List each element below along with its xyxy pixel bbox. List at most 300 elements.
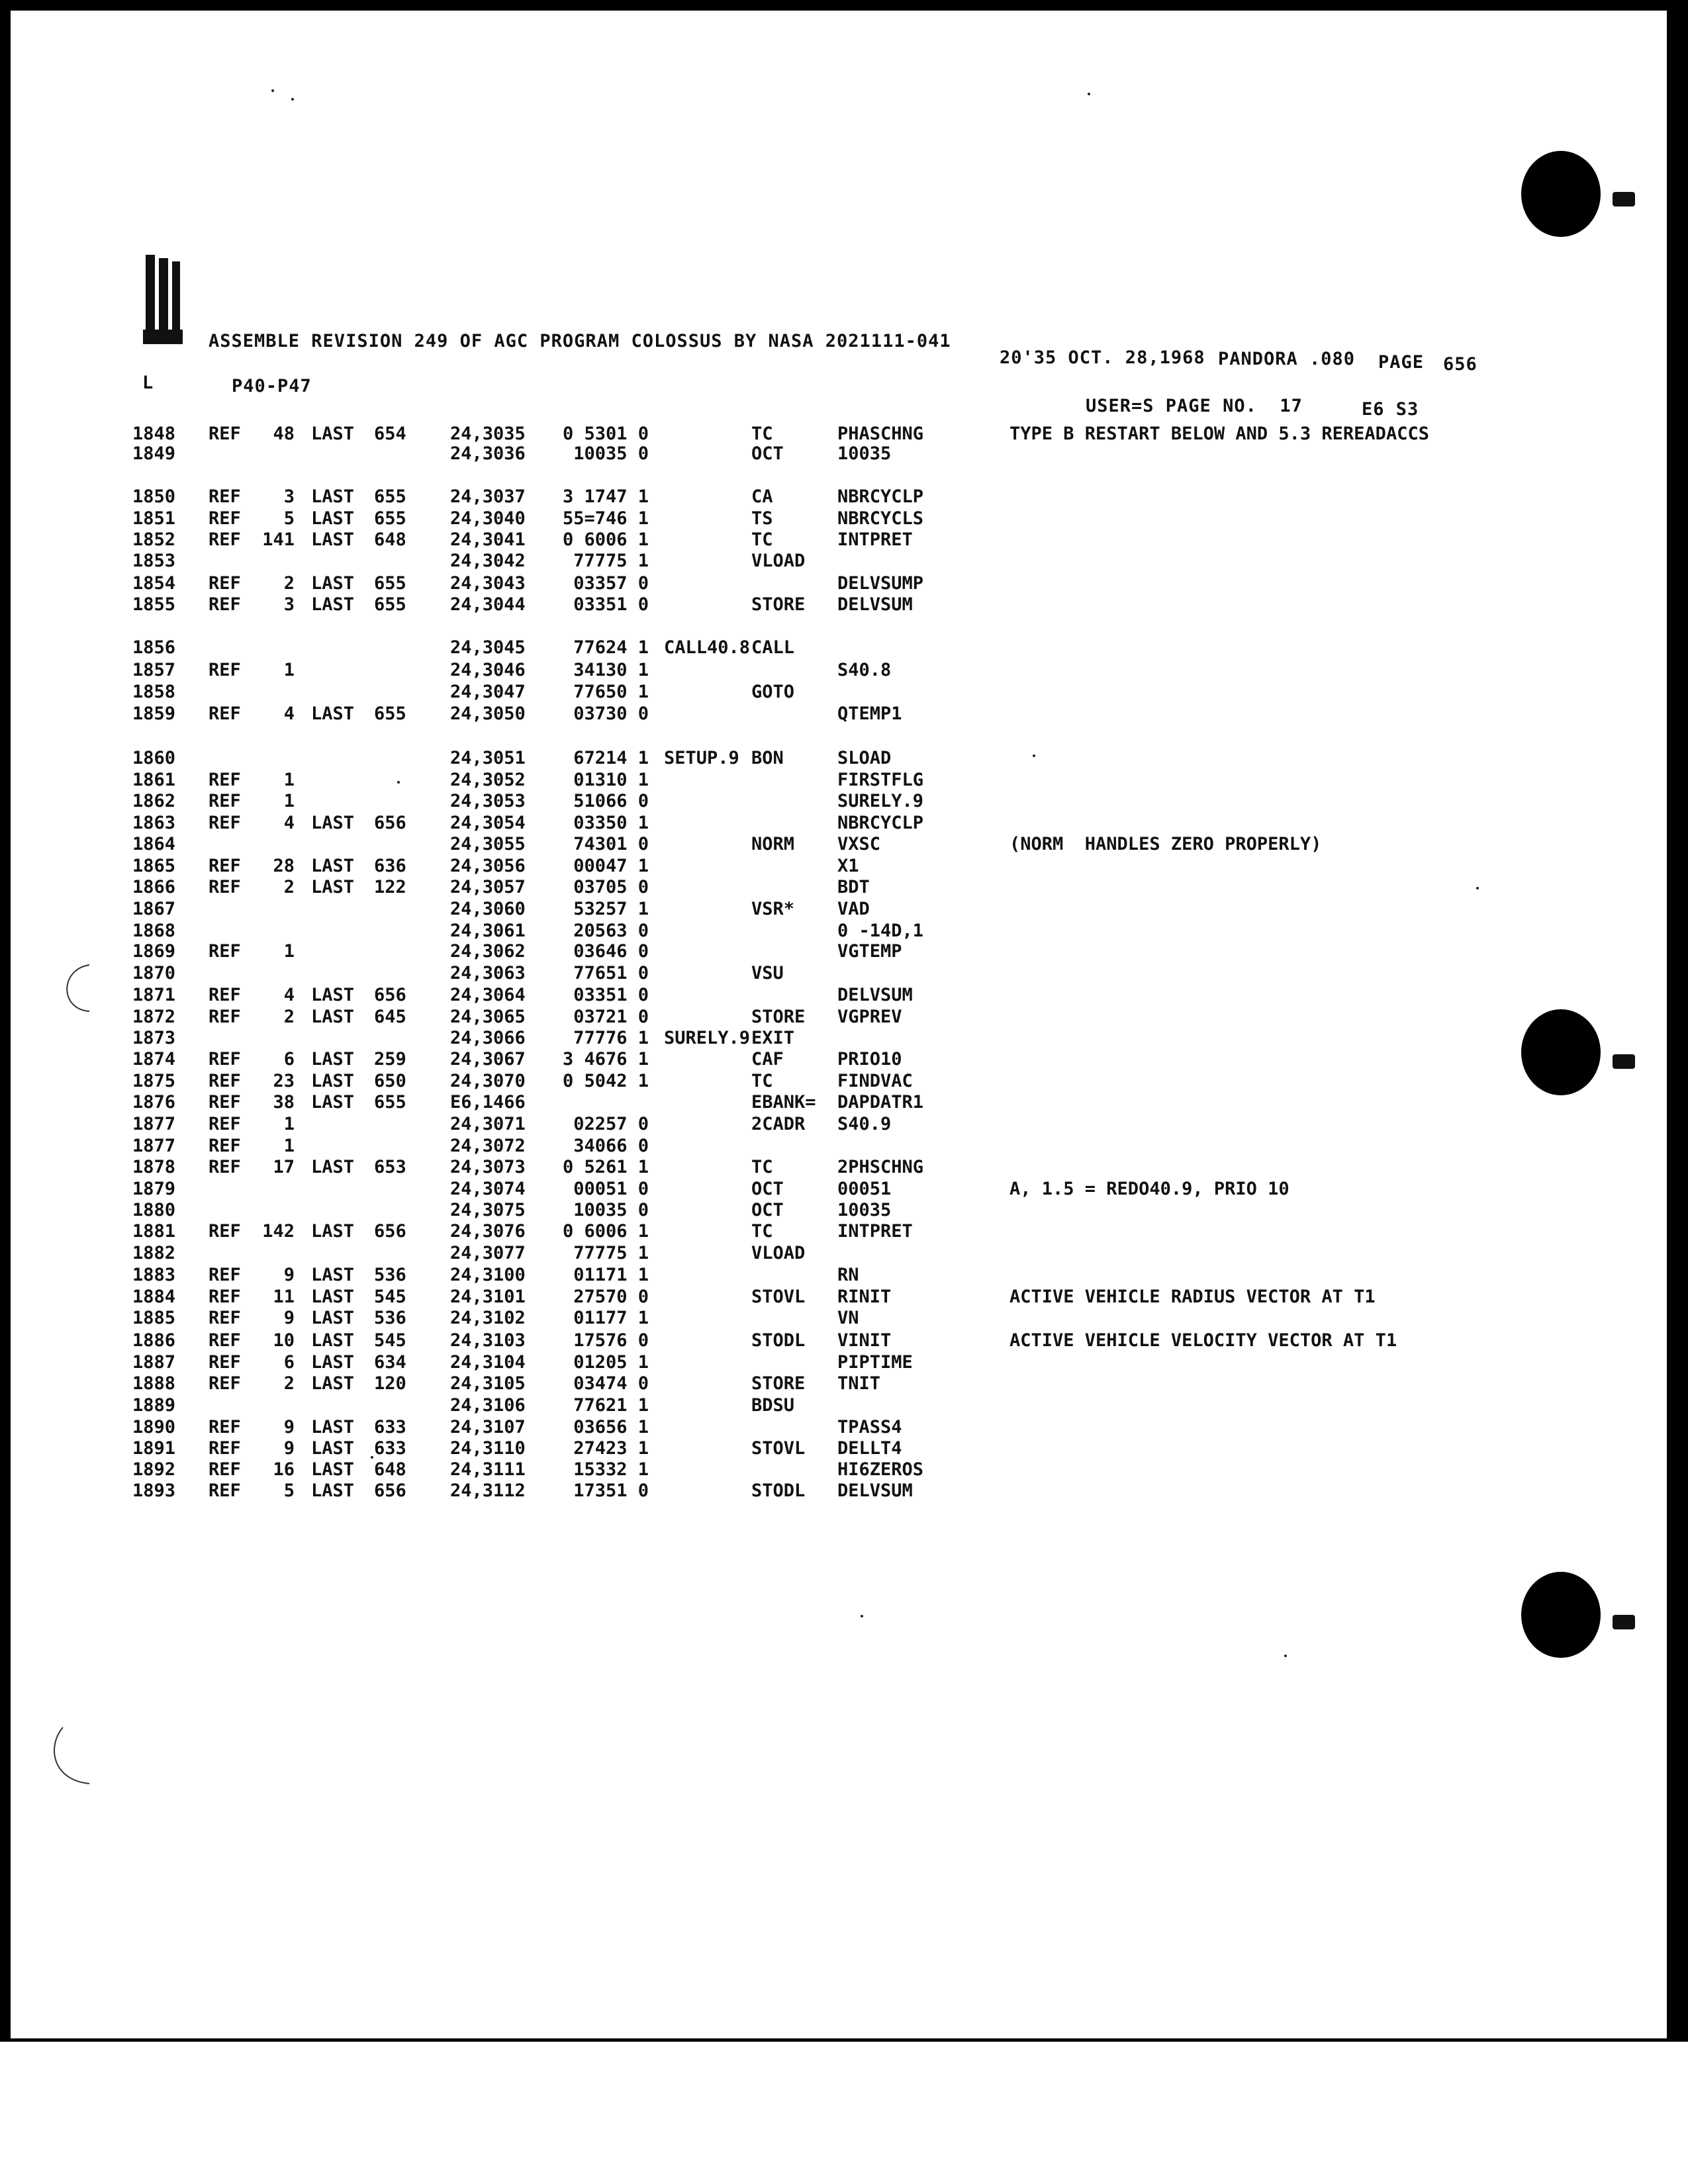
cell-line: 1887 [132,1352,176,1373]
cell-cnt: 1 [283,1114,295,1134]
cell-opd: PIPTIME [837,1352,913,1373]
cell-ref: REF [209,1480,241,1501]
cell-ref: REF [209,1287,241,1307]
cell-addr: 24,3111 [450,1459,526,1480]
cell-word: 03721 0 [573,1007,649,1027]
cell-last: LAST [311,508,355,529]
cell-lbl: CALL40.8 [664,637,751,658]
cell-cnt: 38 [273,1092,295,1113]
cell-word: 00047 1 [573,856,649,876]
cell-ref: REF [209,1265,241,1285]
cell-last: LAST [311,1459,355,1480]
scan-bottom-border [0,2038,1688,2042]
cell-cnt: 4 [283,985,295,1005]
cell-last: LAST [311,1265,355,1285]
cell-cnt: 2 [283,877,295,897]
cell-last: LAST [311,1352,355,1373]
cell-addr: 24,3036 [450,443,526,464]
cell-word: 3 1747 1 [562,486,649,507]
cell-op: OCT [751,1200,784,1220]
cell-line: 1863 [132,813,176,833]
cell-addr: 24,3044 [450,594,526,615]
cell-word: 74301 0 [573,834,649,854]
cell-opd: NBRCYCLP [837,813,924,833]
cell-opd: PRIO10 [837,1049,902,1069]
cell-word: 10035 0 [573,443,649,464]
cell-word: 03351 0 [573,594,649,615]
cell-addr: 24,3043 [450,573,526,594]
cell-ref: REF [209,508,241,529]
cell-lpg: 653 [374,1157,406,1177]
cell-line: 1865 [132,856,176,876]
cell-last: LAST [311,1373,355,1394]
cell-cmt: (NORM HANDLES ZERO PROPERLY) [1009,834,1322,854]
cell-cnt: 11 [273,1287,295,1307]
cell-last: LAST [311,1308,355,1328]
cell-ref: REF [209,424,241,444]
cell-cnt: 4 [283,813,295,833]
cell-last: LAST [311,529,355,550]
cell-line: 1873 [132,1028,176,1048]
cell-lpg: 655 [374,1092,406,1113]
cell-addr: 24,3047 [450,682,526,702]
cell-line: 1880 [132,1200,176,1220]
cell-line: 1859 [132,704,176,724]
cell-opd: BDT [837,877,870,897]
cell-cnt: 5 [283,508,295,529]
cell-ref: REF [209,594,241,615]
cell-line: 1872 [132,1007,176,1027]
cell-line: 1890 [132,1417,176,1437]
cell-cnt: 16 [273,1459,295,1480]
cell-ref: REF [209,1373,241,1394]
cell-cnt: 9 [283,1265,295,1285]
cell-cnt: 28 [273,856,295,876]
cell-opd: NBRCYCLP [837,486,924,507]
cell-line: 1889 [132,1395,176,1416]
cell-line: 1861 [132,770,176,790]
cell-word: 00051 0 [573,1179,649,1199]
cell-cnt: 10 [273,1330,295,1351]
cell-last: LAST [311,1221,355,1242]
cell-lpg: 120 [374,1373,406,1394]
cell-cnt: 141 [262,529,295,550]
bank-reference: E6 S3 [1362,399,1419,420]
cell-word: 0 6006 1 [562,529,649,550]
cell-opd: HI6ZEROS [837,1459,924,1480]
cell-addr: 24,3053 [450,791,526,811]
cell-word: 27570 0 [573,1287,649,1307]
cell-line: 1869 [132,941,176,962]
cell-word: 0 5042 1 [562,1071,649,1091]
cell-opd: S40.8 [837,660,892,680]
cell-word: 77775 1 [573,1243,649,1263]
cell-line: 1864 [132,834,176,854]
cell-word: 53257 1 [573,899,649,919]
cell-addr: 24,3112 [450,1480,526,1501]
scan-left-border [0,0,11,2042]
scan-speck [1033,754,1035,757]
cell-line: 1849 [132,443,176,464]
users-page: USER=S PAGE NO. 17 [1086,396,1303,416]
cell-lbl: SURELY.9 [664,1028,751,1048]
cell-word: 03350 1 [573,813,649,833]
cell-op: 2CADR [751,1114,806,1134]
cell-op: GOTO [751,682,795,702]
cell-cmt: TYPE B RESTART BELOW AND 5.3 REREADACCS [1009,424,1429,444]
cell-opd: DELVSUM [837,594,913,615]
cell-addr: 24,3070 [450,1071,526,1091]
cell-ref: REF [209,1308,241,1328]
cell-ref: REF [209,770,241,790]
cell-opd: DELVSUMP [837,573,924,594]
scan-speck [861,1615,863,1617]
cell-lpg: 259 [374,1049,406,1069]
cell-opd: DAPDATR1 [837,1092,924,1113]
cell-word: 77776 1 [573,1028,649,1048]
cell-op: BDSU [751,1395,795,1416]
cell-word: 17351 0 [573,1480,649,1501]
cell-opd: DELLT4 [837,1438,902,1459]
cell-ref: REF [209,704,241,724]
cell-opd: RINIT [837,1287,892,1307]
cell-op: TC [751,1071,773,1091]
cell-cnt: 3 [283,594,295,615]
cell-opd: VINIT [837,1330,892,1351]
cell-lpg: 650 [374,1071,406,1091]
cell-line: 1886 [132,1330,176,1351]
cell-op: VSR* [751,899,795,919]
cell-opd: 2PHSCHNG [837,1157,924,1177]
cell-cnt: 2 [283,1007,295,1027]
cell-cnt: 1 [283,660,295,680]
punch-arc-mark [43,1721,96,1794]
cell-addr: 24,3062 [450,941,526,962]
cell-addr: 24,3101 [450,1287,526,1307]
cell-opd: VN [837,1308,859,1328]
cell-addr: 24,3102 [450,1308,526,1328]
cell-opd: INTPRET [837,529,913,550]
cell-ref: REF [209,877,241,897]
cell-op: NORM [751,834,795,854]
cell-last: LAST [311,486,355,507]
cell-opd: PHASCHNG [837,424,924,444]
cell-opd: FIRSTFLG [837,770,924,790]
cell-addr: 24,3065 [450,1007,526,1027]
cell-word: 10035 0 [573,1200,649,1220]
cell-last: LAST [311,573,355,594]
cell-opd: NBRCYCLS [837,508,924,529]
cell-addr: 24,3105 [450,1373,526,1394]
scan-speck [1476,887,1479,889]
cell-opd: 0 -14D,1 [837,921,924,941]
cell-last: LAST [311,985,355,1005]
cell-op: TC [751,1221,773,1242]
scan-speck [1088,93,1090,95]
cell-op: EXIT [751,1028,795,1048]
cell-addr: 24,3066 [450,1028,526,1048]
listing-timestamp: 20'35 OCT. 28,1968 [1000,347,1205,368]
cell-ref: REF [209,1007,241,1027]
cell-ref: REF [209,1330,241,1351]
cell-cnt: 9 [283,1417,295,1437]
cell-word: 3 4676 1 [562,1049,649,1069]
cell-addr: 24,3067 [450,1049,526,1069]
cell-cnt: 3 [283,486,295,507]
cell-cnt: 1 [283,1136,295,1156]
cell-op: OCT [751,443,784,464]
cell-line: 1883 [132,1265,176,1285]
cell-ref: REF [209,529,241,550]
cell-word: 01310 1 [573,770,649,790]
cell-addr: 24,3076 [450,1221,526,1242]
cell-line: 1874 [132,1049,176,1069]
cell-addr: 24,3064 [450,985,526,1005]
cell-lpg: 655 [374,704,406,724]
cell-last: LAST [311,1007,355,1027]
cell-ref: REF [209,1459,241,1480]
cell-addr: 24,3051 [450,748,526,768]
cell-addr: 24,3042 [450,551,526,571]
cell-word: 0 6006 1 [562,1221,649,1242]
punch-arc-mark [53,960,99,1019]
cell-op: TC [751,1157,773,1177]
cell-lpg: 536 [374,1265,406,1285]
cell-last: LAST [311,1157,355,1177]
cell-opd: VGPREV [837,1007,902,1027]
cell-word: 03656 1 [573,1417,649,1437]
cell-line: 1881 [132,1221,176,1242]
cell-cnt: 2 [283,573,295,594]
cell-addr: 24,3073 [450,1157,526,1177]
cell-line: 1876 [132,1092,176,1113]
binder-hole-middle [1521,1009,1601,1095]
listing-host: PANDORA .080 [1218,349,1356,369]
cell-op: STODL [751,1480,806,1501]
cell-cnt: 6 [283,1049,295,1069]
cell-cnt: 2 [283,1373,295,1394]
cell-line: 1857 [132,660,176,680]
cell-op: STORE [751,594,806,615]
cell-ref: REF [209,941,241,962]
cell-addr: 24,3072 [450,1136,526,1156]
cell-line: 1879 [132,1179,176,1199]
cell-cnt: 23 [273,1071,295,1091]
scan-right-border [1667,0,1688,2042]
cell-lpg: 634 [374,1352,406,1373]
cell-ref: REF [209,1092,241,1113]
cell-opd: 10035 [837,443,892,464]
cell-cnt: 48 [273,424,295,444]
cell-line: 1877 [132,1114,176,1134]
binder-tab-middle [1613,1054,1635,1069]
cell-word: 77624 1 [573,637,649,658]
cell-addr: 24,3063 [450,963,526,983]
cell-addr: 24,3045 [450,637,526,658]
cell-opd: QTEMP1 [837,704,902,724]
cell-word: 03646 0 [573,941,649,962]
cell-cnt: 9 [283,1438,295,1459]
cell-addr: 24,3054 [450,813,526,833]
cell-last: LAST [311,704,355,724]
cell-line: 1885 [132,1308,176,1328]
cell-lpg: 656 [374,813,406,833]
cell-word: 67214 1 [573,748,649,768]
scan-speck [291,98,294,101]
cell-cnt: 4 [283,704,295,724]
scan-top-border [0,0,1688,11]
cell-op: TS [751,508,773,529]
cell-op: TC [751,424,773,444]
cell-line: 1870 [132,963,176,983]
cell-opd: FINDVAC [837,1071,913,1091]
cell-addr: 24,3037 [450,486,526,507]
cell-opd: DELVSUM [837,1480,913,1501]
cell-lpg: 656 [374,1480,406,1501]
cell-lpg: 545 [374,1287,406,1307]
cell-line: 1884 [132,1287,176,1307]
cell-ref: REF [209,486,241,507]
cell-cnt: 5 [283,1480,295,1501]
cell-ref: REF [209,660,241,680]
cell-word: 03474 0 [573,1373,649,1394]
cell-ref: REF [209,791,241,811]
cell-lpg: 636 [374,856,406,876]
cell-word: 27423 1 [573,1438,649,1459]
cell-lpg: 545 [374,1330,406,1351]
cell-addr: 24,3075 [450,1200,526,1220]
cell-lpg: 654 [374,424,406,444]
cell-last: LAST [311,1438,355,1459]
cell-last: LAST [311,424,355,444]
listing-marker: L [142,373,154,393]
cell-addr: 24,3106 [450,1395,526,1416]
cell-cnt: 9 [283,1308,295,1328]
cell-last: LAST [311,1480,355,1501]
cell-ref: REF [209,573,241,594]
cell-addr: 24,3052 [450,770,526,790]
cell-line: 1852 [132,529,176,550]
cell-word: 03730 0 [573,704,649,724]
cell-line: 1892 [132,1459,176,1480]
scan-speck [271,89,274,92]
cell-line: 1893 [132,1480,176,1501]
cell-line: 1888 [132,1373,176,1394]
cell-opd: SLOAD [837,748,892,768]
cell-ref: REF [209,1114,241,1134]
cell-lpg: 656 [374,985,406,1005]
cell-op: STORE [751,1007,806,1027]
cell-op: CAF [751,1049,784,1069]
cell-word: 01205 1 [573,1352,649,1373]
cell-opd: VAD [837,899,870,919]
cell-ref: REF [209,1157,241,1177]
cell-word: 55=746 1 [562,508,649,529]
cell-op: EBANK= [751,1092,816,1113]
cell-line: 1854 [132,573,176,594]
cell-last: LAST [311,1092,355,1113]
cell-line: 1878 [132,1157,176,1177]
cell-addr: 24,3050 [450,704,526,724]
cell-word: 77621 1 [573,1395,649,1416]
cell-lpg: 648 [374,529,406,550]
cell-line: 1860 [132,748,176,768]
cell-cmt: ACTIVE VEHICLE RADIUS VECTOR AT T1 [1009,1287,1376,1307]
cell-ref: REF [209,1352,241,1373]
cell-op: OCT [751,1179,784,1199]
cell-addr: 24,3104 [450,1352,526,1373]
cell-word: 34130 1 [573,660,649,680]
cell-cnt: 17 [273,1157,295,1177]
cell-cnt: 142 [262,1221,295,1242]
cell-word: 77651 0 [573,963,649,983]
cell-addr: 24,3055 [450,834,526,854]
cell-cmt: ACTIVE VEHICLE VELOCITY VECTOR AT T1 [1009,1330,1397,1351]
cell-addr: 24,3040 [450,508,526,529]
cell-addr: 24,3074 [450,1179,526,1199]
cell-lpg: 655 [374,594,406,615]
cell-ref: REF [209,856,241,876]
cell-last: LAST [311,1330,355,1351]
cell-line: 1848 [132,424,176,444]
cell-addr: 24,3077 [450,1243,526,1263]
cell-ref: REF [209,1136,241,1156]
cell-word: 77775 1 [573,551,649,571]
cell-opd: 10035 [837,1200,892,1220]
cell-addr: 24,3103 [450,1330,526,1351]
cell-cnt: 1 [283,770,295,790]
cell-addr: 24,3057 [450,877,526,897]
cell-op: CALL [751,637,795,658]
cell-line: 1866 [132,877,176,897]
cell-word: 15332 1 [573,1459,649,1480]
cell-opd: 00051 [837,1179,892,1199]
cell-op: VLOAD [751,551,806,571]
cell-word: 03357 0 [573,573,649,594]
cell-line: 1850 [132,486,176,507]
cell-opd: X1 [837,856,859,876]
cell-line: 1853 [132,551,176,571]
cell-last: LAST [311,594,355,615]
cell-line: 1856 [132,637,176,658]
cell-last: LAST [311,813,355,833]
cell-addr: 24,3071 [450,1114,526,1134]
cell-last: LAST [311,1049,355,1069]
cell-ref: REF [209,1417,241,1437]
scan-speck [371,1456,373,1459]
cell-op: BON [751,748,784,768]
cell-op: STORE [751,1373,806,1394]
cell-ref: REF [209,985,241,1005]
cell-addr: 24,3061 [450,921,526,941]
cell-addr: 24,3060 [450,899,526,919]
cell-lpg: 655 [374,508,406,529]
cell-addr: 24,3107 [450,1417,526,1437]
cell-opd: RN [837,1265,859,1285]
cell-line: 1867 [132,899,176,919]
cell-line: 1851 [132,508,176,529]
cell-addr: 24,3041 [450,529,526,550]
page-number: 656 [1443,354,1477,375]
cell-ref: REF [209,1221,241,1242]
cell-addr: 24,3035 [450,424,526,444]
cell-word: 01171 1 [573,1265,649,1285]
cell-lpg: 633 [374,1417,406,1437]
cell-cmt: A, 1.5 = REDO40.9, PRIO 10 [1009,1179,1289,1199]
cell-word: 03705 0 [573,877,649,897]
cell-ref: REF [209,1071,241,1091]
binder-hole-top [1521,151,1601,237]
